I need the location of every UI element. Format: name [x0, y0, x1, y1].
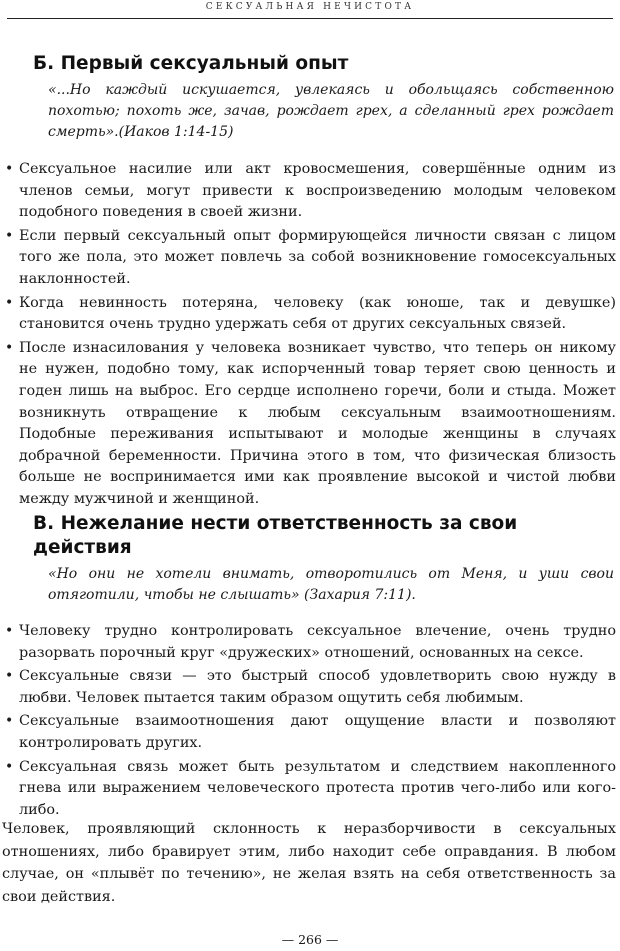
bullet-icon: •	[5, 227, 14, 244]
list-item	[0, 666, 616, 709]
list-item	[0, 621, 616, 664]
section-v-title: В. Нежелание нести ответственность за свои действия	[33, 513, 518, 558]
list-item-text: Сексуальное насилие или акт кровосмешения, совершённые одним из членов семьи, могут привести к воспроизведению молодым человеком подобного поведения в своей жизни.	[19, 161, 616, 221]
closing-paragraph: Человек, проявляющий склонность к неразборчивости в сексуальных отношениях, либо бравирует этим, либо находит себе оправдания. В любом случае, он «плывёт по течению», не желая взять на себя ответственность за свои действия.	[2, 821, 616, 905]
list-item	[0, 757, 616, 822]
page-number: — 266 —	[281, 932, 339, 947]
list-item	[0, 338, 616, 511]
list-item-text: После изнасилования у человека возникает чувство, что теперь он никому не нужен, подобно тому, как испорченный товар теряет свою ценность и годен лишь на выброс. Его сердце исполнено горечи, боли и стыда. Может возникнуть отвращение к любым сексуальным взаимоотношениям. Подобные переживания испытывают и молодые женщины в случаях добрачной беременности. Причина этого в том, что физическая близость больше не воспринимается ими как проявление высокой и чистой любви между мужчиной и женщиной.	[19, 339, 616, 507]
section-v-epigraph: «Но они не хотели внимать, отворотились от Меня, и уши свои отяготили, чтобы не слышать» (Захария 7:11).	[48, 566, 614, 603]
bullet-icon: •	[5, 339, 14, 356]
list-item	[0, 711, 616, 754]
bullet-icon: •	[5, 758, 14, 775]
bullet-icon: •	[5, 713, 14, 730]
header-rule	[7, 18, 613, 19]
section-b-epigraph: «...Но каждый искушается, увлекаясь и обольщаясь собственною похотью; похоть же, зачав, рождает грех, а сделанный грех рождает смерть».(Иаков 1:14-15)	[48, 82, 614, 140]
section-v-bullet-list	[0, 621, 616, 823]
section-b-title: Б. Первый сексуальный опыт	[33, 53, 349, 74]
bullet-icon: •	[5, 668, 14, 685]
list-item	[0, 159, 616, 224]
list-item-text: Сексуальные взаимоотношения дают ощущение власти и позволяют контролировать других.	[19, 713, 616, 751]
list-item-text: Человеку трудно контролировать сексуальное влечение, очень трудно разорвать порочный круг «дружеских» отношений, основанных на сексе.	[19, 623, 616, 661]
bullet-icon: •	[5, 161, 14, 177]
list-item	[0, 226, 616, 291]
list-item-text: Сексуальная связь может быть результатом и следствием накопленного гнева или выражением человеческого протеста против чего-либо или кого-либо.	[19, 758, 616, 818]
running-head: СЕКСУАЛЬНАЯ НЕЧИСТОТА	[205, 2, 415, 12]
list-item-text: Сексуальные связи — это быстрый способ удовлетворить свою нужду в любви. Человек пытается таким образом ощутить себя любимым.	[19, 668, 616, 706]
list-item-text: Когда невинность потеряна, человеку (как юноше, так и девушке) становится очень трудно удержать себя от других сексуальных связей.	[19, 294, 616, 333]
section-b-bullet-list	[0, 159, 616, 513]
bullet-icon: •	[5, 623, 14, 639]
bullet-icon: •	[5, 294, 14, 311]
list-item-text: Если первый сексуальный опыт формирующейся личности связан с лицом того же пола, это может повлечь за собой возникновение гомосексуальных наклонностей.	[19, 227, 616, 287]
list-item	[0, 293, 616, 336]
